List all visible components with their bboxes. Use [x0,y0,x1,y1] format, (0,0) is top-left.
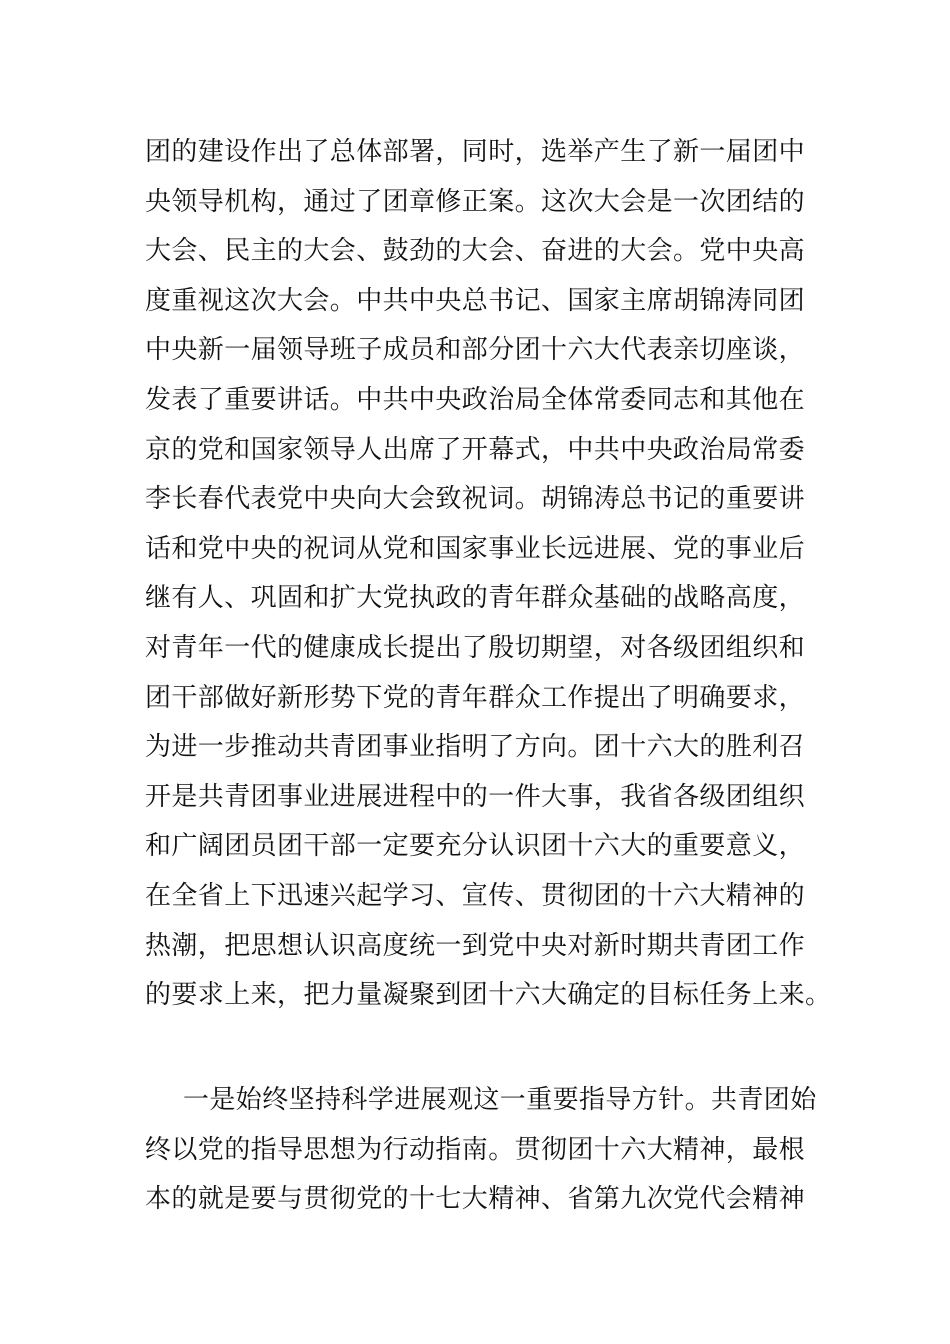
text-line: 大会、民主的大会、鼓劲的大会、奋进的大会。党中央高 [145,236,806,267]
text-line: 团干部做好新形势下党的青年群众工作提出了明确要求， [145,682,806,713]
text-line: 话和党中央的祝词从党和国家事业长远进展、党的事业后 [145,533,806,564]
text-line: 团的建设作出了总体部署，同时，选举产生了新一届团中 [145,137,806,167]
text-line: 中央新一届领导班子成员和部分团十六大代表亲切座谈， [145,335,806,366]
text-line: 开是共青团事业进展进程中的一件大事，我省各级团组织 [145,781,806,812]
paragraph-point-one [145,1076,825,1225]
text-line: 热潮，把思想认识高度统一到党中央对新时期共青团工作 [145,930,806,961]
text-line: 对青年一代的健康成长提出了殷切期望，对各级团组织和 [145,632,806,663]
text-line: 央领导机构，通过了团章修正案。这次大会是一次团结的 [145,186,806,217]
text-line: 在全省上下迅速兴起学习、宣传、贯彻团的十六大精神的 [145,880,806,911]
text-line: 的要求上来，把力量凝聚到团十六大确定的目标任务上来。 [145,980,832,1011]
text-line: 京的党和国家领导人出席了开幕式，中共中央政治局常委 [145,434,806,465]
text-line: 继有人、巩固和扩大党执政的青年群众基础的战略高度， [145,583,806,614]
paragraph-continuation [145,128,832,1021]
text-line: 发表了重要讲话。中共中央政治局全体常委同志和其他在 [145,384,806,415]
text-line: 本的就是要与贯彻党的十七大精神、省第九次党代会精神 [145,1184,806,1215]
text-line: 度重视这次大会。中共中央总书记、国家主席胡锦涛同团 [145,285,806,316]
text-line: 和广阔团员团干部一定要充分认识团十六大的重要意义， [145,831,806,862]
text-line: 李长春代表党中央向大会致祝词。胡锦涛总书记的重要讲 [145,484,806,515]
text-line: 终以党的指导思想为行动指南。贯彻团十六大精神，最根 [145,1134,806,1165]
text-line-indented: 一是始终坚持科学进展观这一重要指导方针。共青团始 [183,1085,817,1115]
text-line: 为进一步推动共青团事业指明了方向。团十六大的胜利召 [145,732,806,763]
